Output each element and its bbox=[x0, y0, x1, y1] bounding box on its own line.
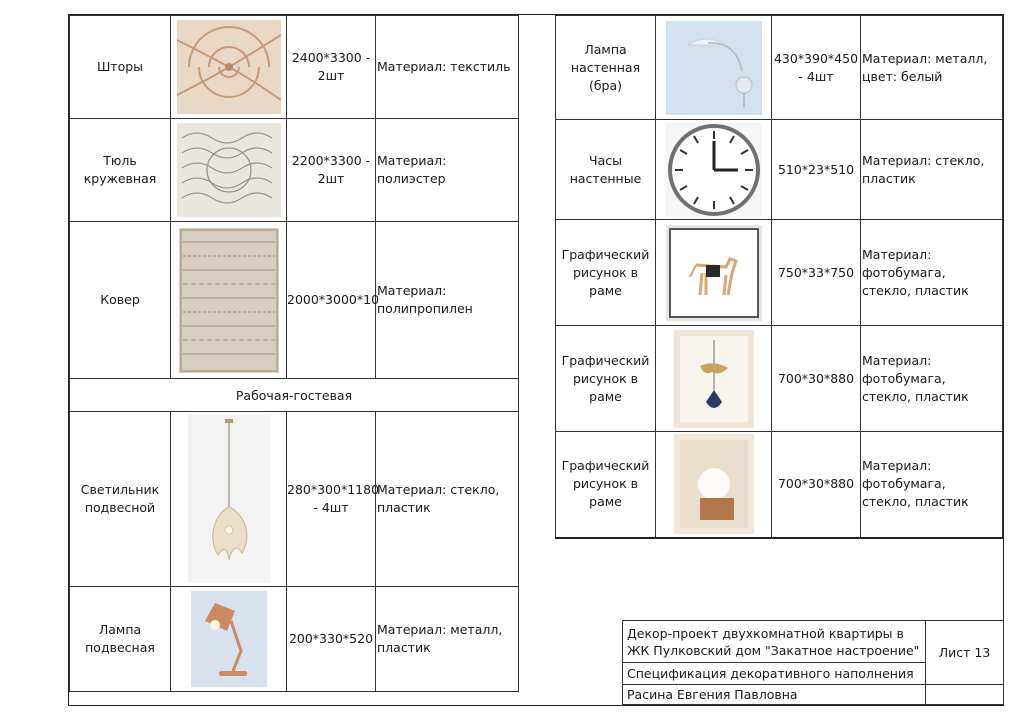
section-row bbox=[70, 379, 519, 412]
table-row bbox=[556, 120, 1003, 220]
desk-lamp-photo bbox=[171, 587, 287, 692]
lace-tulle-photo bbox=[171, 119, 287, 222]
item-material: Материал: фотобумага, стекло, пластик bbox=[861, 220, 1003, 326]
framed-dog-print-photo bbox=[656, 220, 772, 326]
item-dimensions: 2200*3300 - 2шт bbox=[287, 119, 376, 222]
item-material: Материал: полипропилен bbox=[376, 222, 519, 379]
item-material: Материал: полиэстер bbox=[376, 119, 519, 222]
table-row bbox=[70, 16, 519, 119]
sheet-subtitle: Спецификация декоративного наполнения bbox=[623, 663, 926, 685]
framed-mobile-print-photo bbox=[656, 326, 772, 432]
item-name: Ковер bbox=[70, 222, 171, 379]
rug-photo bbox=[171, 222, 287, 379]
table-row bbox=[70, 119, 519, 222]
item-dimensions: 2000*3000*10 bbox=[287, 222, 376, 379]
item-name: Лампа настенная (бра) bbox=[556, 16, 656, 120]
table-row bbox=[556, 326, 1003, 432]
table-row bbox=[556, 220, 1003, 326]
wall-clock-photo bbox=[656, 120, 772, 220]
item-dimensions: 510*23*510 bbox=[772, 120, 861, 220]
sheet-number: Лист 13 bbox=[926, 621, 1004, 685]
curtain-fabric-photo bbox=[171, 16, 287, 119]
table-row bbox=[556, 432, 1003, 538]
item-dimensions: 200*330*520 bbox=[287, 587, 376, 692]
table-row bbox=[556, 16, 1003, 120]
title-block bbox=[622, 620, 1004, 705]
item-material: Материал: стекло, пластик bbox=[376, 412, 519, 587]
item-material: Материал: металл, цвет: белый bbox=[861, 16, 1003, 120]
item-name: Графический рисунок в раме bbox=[556, 432, 656, 538]
item-name: Светильник подвесной bbox=[70, 412, 171, 587]
project-title: Декор-проект двухкомнатной квартиры в ЖК Пулковский дом "Закатное настроение" bbox=[623, 621, 926, 663]
item-material: Материал: стекло, пластик bbox=[861, 120, 1003, 220]
item-material: Материал: металл, пластик bbox=[376, 587, 519, 692]
item-dimensions: 280*300*1180 - 4шт bbox=[287, 412, 376, 587]
spec-table-left bbox=[69, 15, 519, 692]
item-material: Материал: фотобумага, стекло, пластик bbox=[861, 326, 1003, 432]
table-row bbox=[70, 222, 519, 379]
item-name: Шторы bbox=[70, 16, 171, 119]
framed-sphere-print-photo bbox=[656, 432, 772, 538]
item-name: Графический рисунок в раме bbox=[556, 220, 656, 326]
item-dimensions: 700*30*880 bbox=[772, 326, 861, 432]
item-name: Графический рисунок в раме bbox=[556, 326, 656, 432]
empty-cell bbox=[926, 685, 1004, 705]
table-row bbox=[70, 587, 519, 692]
item-dimensions: 2400*3300 - 2шт bbox=[287, 16, 376, 119]
item-dimensions: 750*33*750 bbox=[772, 220, 861, 326]
spec-table-right bbox=[555, 15, 1003, 539]
item-material: Материал: текстиль bbox=[376, 16, 519, 119]
table-row bbox=[70, 412, 519, 587]
item-dimensions: 700*30*880 bbox=[772, 432, 861, 538]
item-dimensions: 430*390*450 - 4шт bbox=[772, 16, 861, 120]
item-name: Часы настенные bbox=[556, 120, 656, 220]
section-title: Рабочая-гостевая bbox=[70, 379, 519, 412]
item-name: Лампа подвесная bbox=[70, 587, 171, 692]
author-name: Расина Евгения Павловна bbox=[623, 685, 926, 705]
item-material: Материал: фотобумага, стекло, пластик bbox=[861, 432, 1003, 538]
item-name: Тюль кружевная bbox=[70, 119, 171, 222]
pendant-lamp-photo bbox=[171, 412, 287, 587]
wall-sconce-photo bbox=[656, 16, 772, 120]
